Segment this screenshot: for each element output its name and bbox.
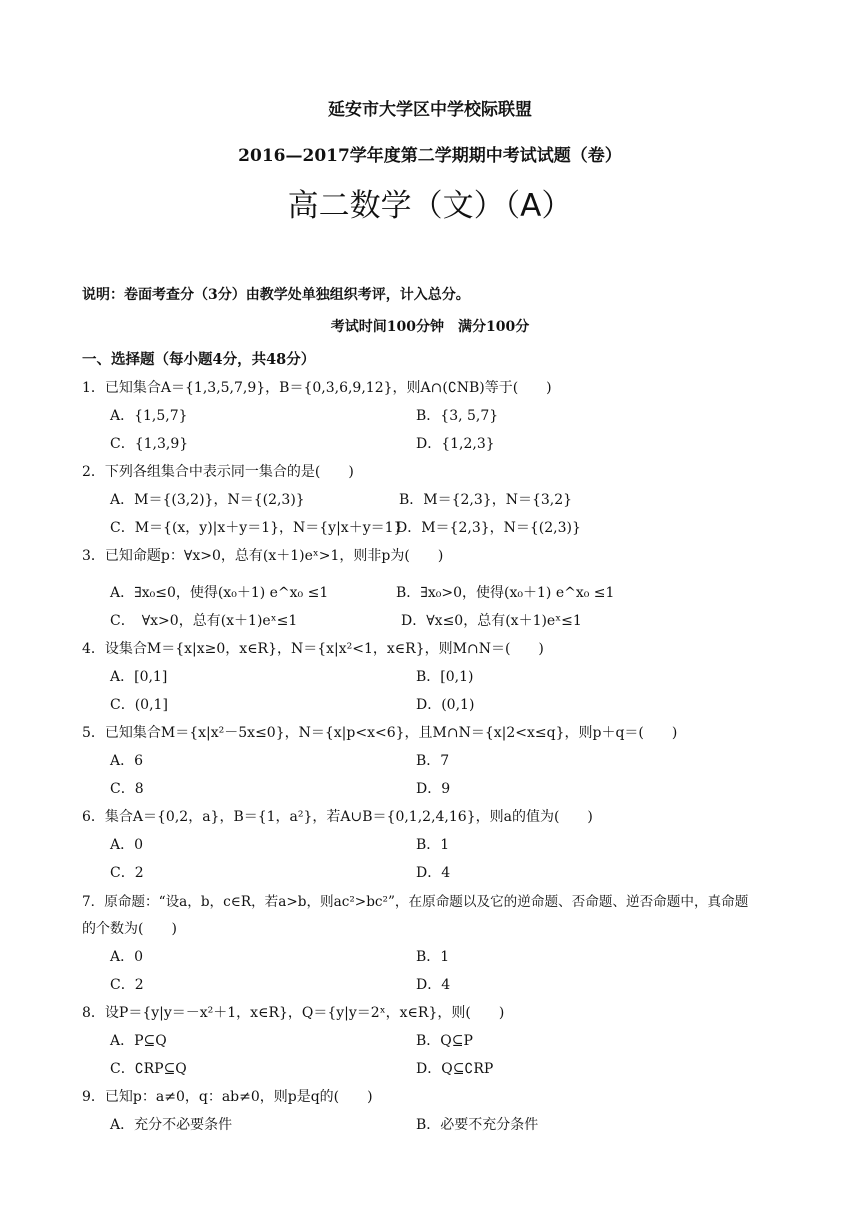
question-7-cont: 的个数为( ): [82, 921, 177, 937]
q1-option-b: B．{3, 5,7}: [416, 408, 499, 424]
q2-option-c: C．M＝{(x，y)|x＋y＝1}，N＝{y|x＋y＝1}: [110, 520, 403, 536]
q2-option-a: A．M＝{(3,2)}，N＝{(2,3)}: [110, 492, 305, 508]
q4-option-d: D．(0,1): [416, 697, 475, 713]
question-3: 3．已知命题p：∀x>0，总有(x＋1)eˣ>1，则非p为( ): [82, 548, 444, 564]
q5-option-a: A．6: [110, 753, 144, 769]
q1-option-a: A．{1,5,7}: [110, 408, 188, 424]
q3-option-c: C． ∀x>0，总有(x＋1)eˣ≤1: [110, 613, 298, 629]
exam-title: 2016—2017学年度第二学期期中考试试题（卷）: [238, 146, 622, 166]
question-6: 6．集合A＝{0,2，a}，B＝{1，a²}，若A∪B＝{0,1,2,4,16}，则a的值为( ): [82, 809, 593, 825]
q1-option-c: C．{1,3,9}: [110, 436, 189, 452]
question-7: 7．原命题：“设a，b，c∈R，若a>b，则ac²>bc²”，在原命题以及它的逆命题、否命题、逆否命题中，真命题: [82, 894, 749, 910]
question-8: 8．设P＝{y|y＝－x²＋1，x∈R}，Q＝{y|y＝2ˣ，x∈R}，则( ): [82, 1005, 505, 1021]
q8-option-b: B．Q⊆P: [416, 1033, 473, 1049]
org-title: 延安市大学区中学校际联盟: [328, 100, 532, 120]
q7-option-c: C．2: [110, 977, 144, 993]
q6-option-a: A．0: [110, 837, 144, 853]
question-5: 5．已知集合M＝{x|x²－5x≤0}，N＝{x|p<x<6}，且M∩N＝{x|2<x≤q}，则p＋q＝( ): [82, 725, 678, 741]
exam-note: 说明：卷面考查分（3分）由教学处单独组织考评，计入总分。: [82, 287, 470, 303]
q8-option-a: A．P⊆Q: [110, 1033, 167, 1049]
q2-option-b: B．M＝{2,3}，N＝{3,2}: [399, 492, 573, 508]
q4-option-b: B．[0,1): [416, 669, 474, 685]
q5-option-c: C．8: [110, 781, 144, 797]
q7-option-d: D．4: [416, 977, 451, 993]
q7-option-a: A．0: [110, 949, 144, 965]
q6-option-b: B．1: [416, 837, 450, 853]
q9-option-b: B．必要不充分条件: [416, 1117, 539, 1133]
q3-option-d: D．∀x≤0，总有(x＋1)eˣ≤1: [401, 613, 582, 629]
exam-time: 考试时间100分钟 满分100分: [330, 319, 530, 335]
q8-option-d: D．Q⊆∁RP: [416, 1061, 494, 1077]
question-4: 4．设集合M＝{x|x≥0，x∈R}，N＝{x|x²<1，x∈R}，则M∩N＝( ): [82, 641, 544, 657]
section-heading: 一、选择题（每小题4分，共48分）: [82, 351, 316, 368]
q3-option-a: A．∃x₀≤0，使得(x₀＋1) e^x₀ ≤1: [110, 585, 329, 601]
q3-option-b: B．∃x₀>0，使得(x₀＋1) e^x₀ ≤1: [396, 585, 615, 601]
q5-option-d: D．9: [416, 781, 451, 797]
q6-option-d: D．4: [416, 865, 451, 881]
question-2: 2．下列各组集合中表示同一集合的是( ): [82, 464, 354, 480]
q2-option-d: D．M＝{2,3}，N＝{(2,3)}: [396, 520, 581, 536]
q8-option-c: C．∁RP⊆Q: [110, 1061, 187, 1077]
subject-title: 高二数学（文）（A）: [287, 188, 573, 224]
question-1: 1．已知集合A＝{1,3,5,7,9}，B＝{0,3,6,9,12}，则A∩(∁NB)等于( ): [82, 380, 552, 396]
q1-option-d: D．{1,2,3}: [416, 436, 495, 452]
q4-option-c: C．(0,1]: [110, 697, 168, 713]
q7-option-b: B．1: [416, 949, 450, 965]
q9-option-a: A．充分不必要条件: [110, 1117, 233, 1133]
question-9: 9．已知p：a≠0，q：ab≠0，则p是q的( ): [82, 1089, 373, 1105]
q4-option-a: A．[0,1]: [110, 669, 168, 685]
q6-option-c: C．2: [110, 865, 144, 881]
q5-option-b: B．7: [416, 753, 450, 769]
